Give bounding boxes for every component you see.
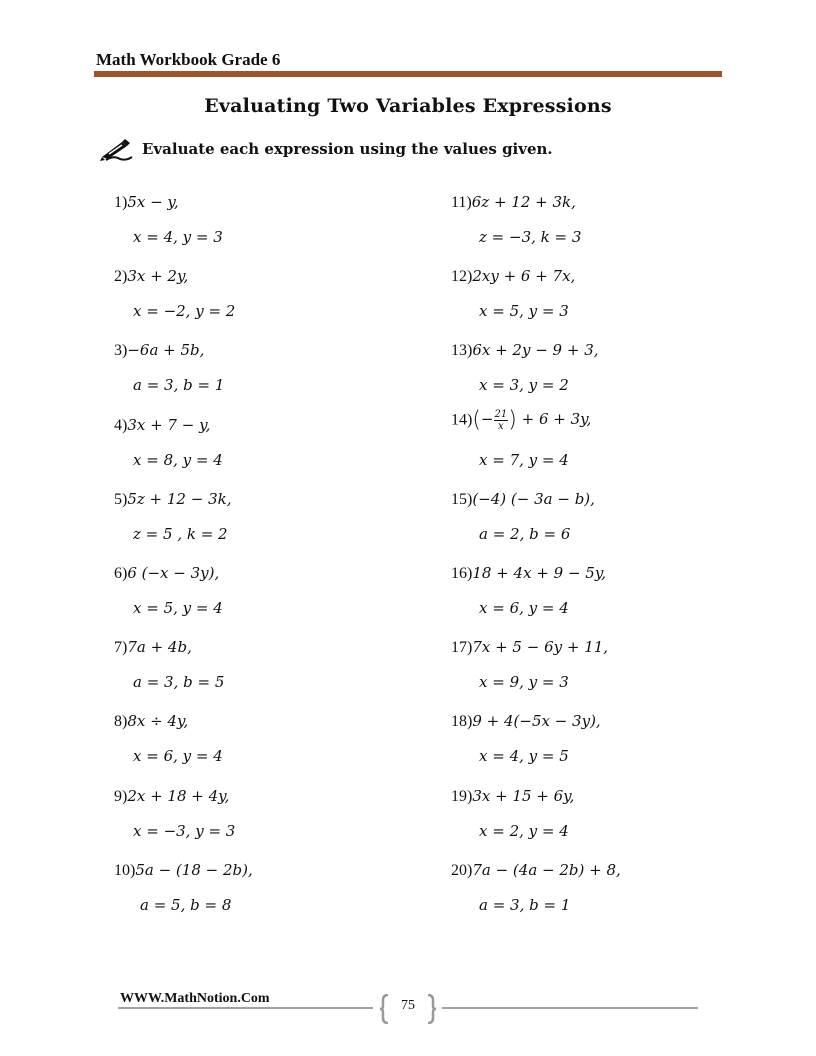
problem-5 bbox=[114, 490, 231, 509]
problem-11 bbox=[451, 193, 576, 212]
problem-number: 11) bbox=[451, 194, 472, 211]
problem-number: 14) bbox=[451, 411, 473, 429]
expression-suffix: + 6 + 3y, bbox=[521, 410, 592, 429]
pencil-writing-icon bbox=[100, 137, 134, 161]
problem-number: 8) bbox=[114, 713, 128, 731]
problem-19 bbox=[451, 787, 574, 806]
problem-number: 3) bbox=[114, 342, 128, 360]
problem-expression: 5a − (18 − 2b), bbox=[135, 860, 253, 879]
problem-18 bbox=[451, 712, 601, 731]
instruction-text: Evaluate each expression using the values given. bbox=[142, 140, 553, 158]
problem-values: x = 6, y = 4 bbox=[133, 747, 223, 766]
problem-values: a = 3, b = 1 bbox=[133, 376, 225, 395]
problem-number: 2) bbox=[114, 268, 128, 286]
problem-15 bbox=[451, 490, 595, 509]
problem-values: x = 4, y = 5 bbox=[479, 747, 569, 766]
problem-values: x = −2, y = 2 bbox=[133, 302, 236, 321]
problem-number: 15) bbox=[451, 490, 473, 508]
problem-expression: 6x + 2y − 9 + 3, bbox=[472, 341, 599, 360]
problem-number: 10) bbox=[114, 861, 136, 879]
problem-17 bbox=[451, 638, 608, 657]
problem-8 bbox=[114, 712, 188, 731]
problem-number: 20) bbox=[451, 861, 473, 879]
page-title: Evaluating Two Variables Expressions bbox=[204, 95, 612, 117]
problem-number: 9) bbox=[114, 787, 128, 805]
problem-expression: 2xy + 6 + 7x, bbox=[472, 267, 576, 286]
problem-number: 13) bbox=[451, 342, 473, 360]
problem-values: x = 4, y = 3 bbox=[133, 228, 223, 246]
problem-expression: 6z + 12 + 3k, bbox=[471, 193, 576, 211]
problem-expression: −6a + 5b, bbox=[127, 341, 205, 360]
footer-link[interactable]: WWW.MathNotion.Com bbox=[120, 991, 270, 1006]
fraction bbox=[494, 409, 509, 432]
problem-3 bbox=[114, 341, 204, 360]
problem-values: x = 5, y = 3 bbox=[479, 302, 569, 321]
problem-10 bbox=[114, 861, 253, 880]
problem-2 bbox=[114, 267, 188, 286]
footer-rule-right bbox=[442, 1007, 698, 1009]
problem-values: x = 3, y = 2 bbox=[479, 376, 569, 395]
problem-expression: 6 (−x − 3y), bbox=[127, 564, 220, 582]
problem-6 bbox=[114, 564, 219, 583]
page-number-text: 75 bbox=[401, 998, 415, 1013]
header-rule bbox=[94, 71, 722, 77]
problem-number: 1) bbox=[114, 194, 128, 211]
problem-number: 6) bbox=[114, 565, 128, 582]
problem-number: 12) bbox=[451, 268, 473, 286]
problem-expression: 5z + 12 − 3k, bbox=[127, 489, 232, 508]
problem-values: x = −3, y = 3 bbox=[133, 821, 236, 840]
problem-values: a = 3, b = 1 bbox=[479, 895, 571, 914]
problem-13 bbox=[451, 341, 599, 360]
problem-20 bbox=[451, 861, 621, 880]
header-title: Math Workbook Grade 6 bbox=[96, 50, 281, 69]
problem-expression: 8x ÷ 4y, bbox=[127, 712, 189, 731]
problem-values: x = 5, y = 4 bbox=[133, 599, 223, 617]
problem-values: z = −3, k = 3 bbox=[479, 228, 582, 246]
problem-values: a = 2, b = 6 bbox=[479, 524, 571, 543]
fraction-numerator: 21 bbox=[494, 408, 508, 420]
expression-prefix: − bbox=[480, 410, 494, 429]
problem-number: 7) bbox=[114, 639, 128, 657]
problem-expression: 3x + 15 + 6y, bbox=[472, 786, 575, 805]
problem-values: x = 7, y = 4 bbox=[479, 450, 569, 469]
problem-number: 18) bbox=[451, 713, 473, 731]
problem-values: x = 9, y = 3 bbox=[479, 673, 569, 692]
problem-number: 16) bbox=[451, 565, 473, 582]
problem-9 bbox=[114, 787, 229, 806]
problem-expression: (−4) (− 3a − b), bbox=[472, 489, 595, 508]
page-number bbox=[380, 994, 436, 1024]
problem-expression: 7x + 5 − 6y + 11, bbox=[472, 638, 609, 657]
problem-expression: 7a + 4b, bbox=[127, 638, 192, 657]
problem-14 bbox=[451, 408, 591, 433]
problem-expression: 3x + 2y, bbox=[127, 267, 189, 286]
problem-values: z = 5 , k = 2 bbox=[133, 524, 228, 543]
problem-expression: 9 + 4(−5x − 3y), bbox=[472, 712, 601, 731]
header-rule-bar bbox=[94, 71, 722, 77]
problem-4 bbox=[114, 416, 210, 435]
footer-rule-left bbox=[118, 1007, 373, 1009]
paren-open: ( bbox=[472, 407, 481, 433]
problem-values: a = 3, b = 5 bbox=[133, 673, 225, 692]
problem-expression: 5x − y, bbox=[127, 193, 179, 211]
problem-expression bbox=[472, 407, 592, 433]
problem-1 bbox=[114, 193, 179, 212]
problem-expression: 18 + 4x + 9 − 5y, bbox=[472, 564, 607, 582]
problem-number: 17) bbox=[451, 639, 473, 657]
problem-number: 19) bbox=[451, 787, 473, 805]
problem-values: x = 8, y = 4 bbox=[133, 450, 223, 469]
problem-expression: 2x + 18 + 4y, bbox=[127, 786, 230, 805]
problem-number: 4) bbox=[114, 416, 128, 434]
problem-7 bbox=[114, 638, 192, 657]
paren-close: ) bbox=[508, 407, 517, 433]
problem-expression: 3x + 7 − y, bbox=[127, 415, 211, 434]
problem-16 bbox=[451, 564, 606, 583]
problem-values: a = 5, b = 8 bbox=[140, 895, 232, 914]
problem-number: 5) bbox=[114, 490, 128, 508]
problem-12 bbox=[451, 267, 575, 286]
problem-expression: 7a − (4a − 2b) + 8, bbox=[472, 860, 621, 879]
problem-values: x = 6, y = 4 bbox=[479, 599, 569, 617]
fraction-denominator: x bbox=[498, 420, 504, 432]
problem-values: x = 2, y = 4 bbox=[479, 821, 569, 840]
